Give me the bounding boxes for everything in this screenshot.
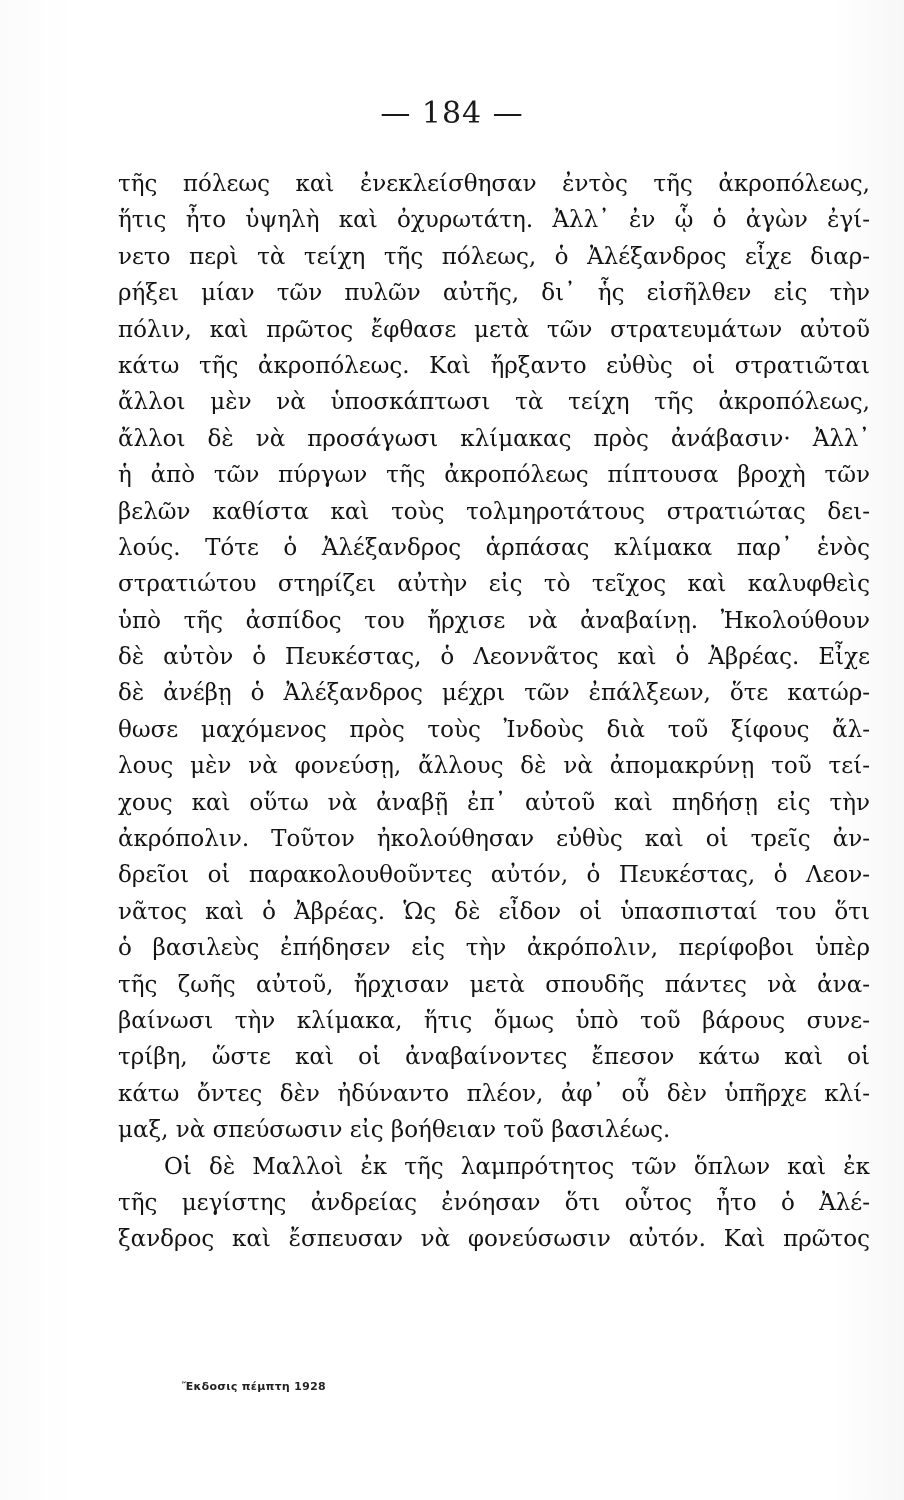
text-line: νετο περὶ τὰ τείχη τῆς πόλεως, ὁ Ἀλέξανδρος εἶχε διαρ- xyxy=(118,243,870,270)
text-line: τῆς πόλεως καὶ ἐνεκλείσθησαν ἐντὸς τῆς ἀκροπόλεως, xyxy=(118,171,870,197)
edition-imprint: Ἔκδοσις πέμπτη 1928 xyxy=(182,1380,327,1393)
text-line: ἀκρόπολιν. Τοῦτον ἠκολούθησαν εὐθὺς καὶ οἱ τρεῖς ἀν- xyxy=(118,826,870,853)
paragraph-last-line: μαξ, νὰ σπεύσωσιν εἰς βοήθειαν τοῦ βασιλέως. xyxy=(118,1117,671,1144)
text-line: βελῶν καθίστα καὶ τοὺς τολμηροτάτους στρατιώτας δει- xyxy=(118,498,870,525)
text-line: λους μὲν νὰ φονεύσῃ, ἄλλους δὲ νὰ ἀπομακρύνῃ τοῦ τεί- xyxy=(118,753,870,780)
text-line: βαίνωσι τὴν κλίμακα, ἥτις ὅμως ὑπὸ τοῦ βάρους συνε- xyxy=(118,1007,870,1034)
text-line: χους καὶ οὕτω νὰ ἀναβῇ ἐπ᾽ αὐτοῦ καὶ πηδήσῃ εἰς τὴν xyxy=(118,789,870,816)
text-line: ρήξει μίαν τῶν πυλῶν αὐτῆς, δι᾽ ἧς εἰσῆλθεν εἰς τὴν xyxy=(118,280,870,307)
text-line: νᾶτος καὶ ὁ Ἀβρέας. Ὡς δὲ εἶδον οἱ ὑπασπισταί του ὅτι xyxy=(118,898,870,925)
text-line: ἥτις ἦτο ὑψηλὴ καὶ ὀχυρωτάτη. Ἀλλ᾽ ἐν ᾧ ὁ ἀγὼν ἐγί- xyxy=(118,207,870,234)
text-line: τρίβη, ὥστε καὶ οἱ ἀναβαίνοντες ἔπεσον κάτω καὶ οἱ xyxy=(118,1044,870,1071)
text-line: ὑπὸ τῆς ἀσπίδος του ἤρχισε νὰ ἀναβαίνῃ. Ἠκολούθουν xyxy=(118,607,870,634)
text-line: ἄλλοι μὲν νὰ ὑποσκάπτωσι τὰ τείχη τῆς ἀκροπόλεως, xyxy=(118,389,870,416)
paragraph-first-line: Οἱ δὲ Μαλλοὶ ἐκ τῆς λαμπρότητος τῶν ὅπλων καὶ ἐκ xyxy=(164,1153,870,1180)
text-line: ξανδρος καὶ ἔσπευσαν νὰ φονεύσωσιν αὐτόν. Καὶ πρῶτος xyxy=(118,1226,870,1253)
text-line: ἄλλοι δὲ νὰ προσάγωσι κλίμακας πρὸς ἀνάβασιν· Ἀλλ᾽ xyxy=(118,425,870,452)
text-line: κάτω τῆς ἀκροπόλεως. Καὶ ἤρξαντο εὐθὺς οἱ στρατιῶται xyxy=(118,352,870,379)
text-line: δὲ ἀνέβῃ ὁ Ἀλέξανδρος μέχρι τῶν ἐπάλξεων, ὅτε κατώρ- xyxy=(118,680,870,707)
text-line: θωσε μαχόμενος πρὸς τοὺς Ἰνδοὺς διὰ τοῦ ξίφους ἄλ- xyxy=(118,716,870,743)
text-line: ἡ ἀπὸ τῶν πύργων τῆς ἀκροπόλεως πίπτουσα βροχὴ τῶν xyxy=(118,462,870,489)
text-line: πόλιν, καὶ πρῶτος ἔφθασε μετὰ τῶν στρατευμάτων αὐτοῦ xyxy=(118,316,870,343)
text-line: τῆς μεγίστης ἀνδρείας ἐνόησαν ὅτι οὗτος ἦτο ὁ Ἀλέ- xyxy=(118,1189,870,1216)
page-number: — 184 — xyxy=(380,96,524,131)
text-line: λούς. Τότε ὁ Ἀλέξανδρος ἁρπάσας κλίμακα παρ᾽ ἑνὸς xyxy=(118,534,870,561)
text-line: κάτω ὄντες δὲν ἠδύναντο πλέον, ἀφ᾽ οὗ δὲν ὑπῆρχε κλί- xyxy=(118,1080,870,1107)
text-line: δὲ αὐτὸν ὁ Πευκέστας, ὁ Λεοννᾶτος καὶ ὁ Ἀβρέας. Εἶχε xyxy=(118,644,870,671)
body-text xyxy=(118,166,870,1258)
text-line: δρεῖοι οἱ παρακολουθοῦντες αὐτόν, ὁ Πευκέστας, ὁ Λεον- xyxy=(118,862,870,889)
text-line: στρατιώτου στηρίζει αὐτὴν εἰς τὸ τεῖχος καὶ καλυφθεὶς xyxy=(118,571,870,598)
text-line: τῆς ζωῆς αὐτοῦ, ἤρχισαν μετὰ σπουδῆς πάντες νὰ ἀνα- xyxy=(118,971,870,998)
text-line: ὁ βασιλεὺς ἐπήδησεν εἰς τὴν ἀκρόπολιν, περίφοβοι ὑπὲρ xyxy=(118,935,870,962)
